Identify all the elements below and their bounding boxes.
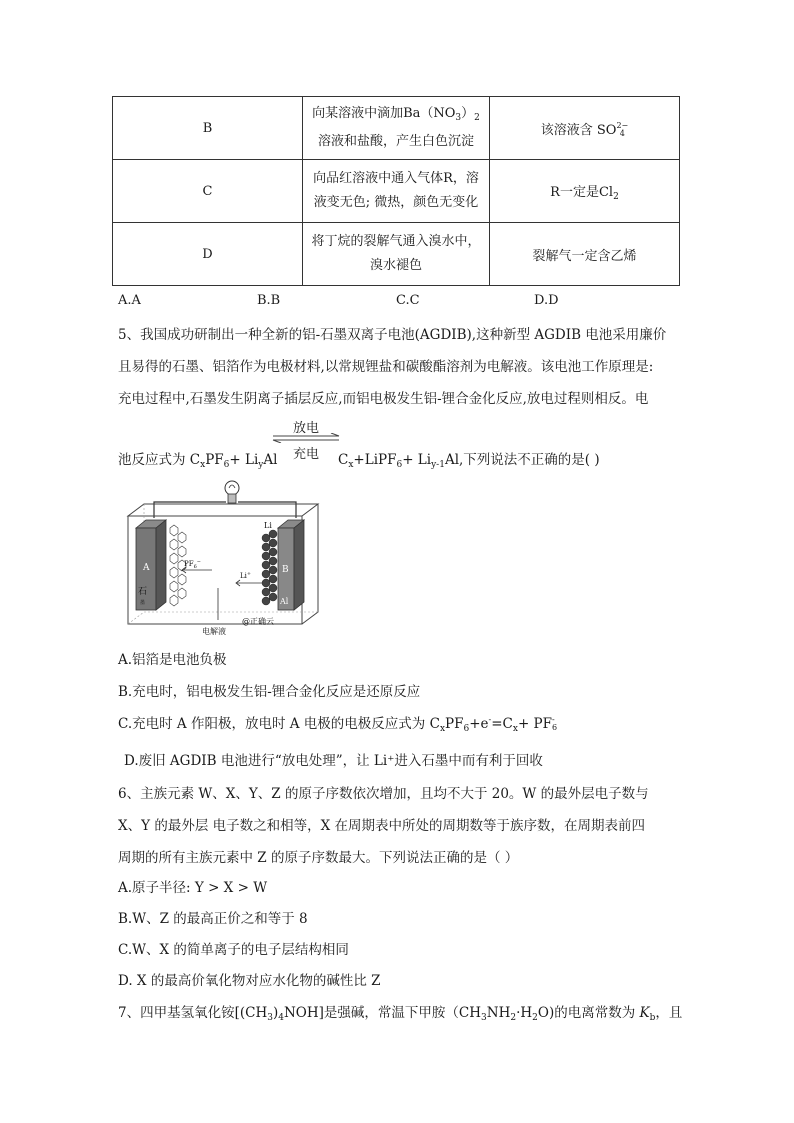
option-cell: C bbox=[113, 160, 303, 223]
conclusion-cell: 该溶液含 SO 2− 4 bbox=[489, 97, 679, 160]
equilibrium-arrow-icon bbox=[271, 433, 341, 443]
table-row bbox=[113, 223, 680, 286]
battery-diagram bbox=[118, 476, 326, 638]
q7-line1: 7、四甲基氢氧化铵$[(CH_3)_4NOH]$是强碱，常温下甲胺$(CH_3NH_2\cdot H_2O)$的电离常数为 $K_b$，且 bbox=[118, 1005, 683, 1023]
reversible-arrow bbox=[271, 417, 341, 461]
arrow-discharge-label: 放电 bbox=[292, 421, 319, 436]
choice-a[interactable]: A.A bbox=[118, 293, 141, 308]
label-li: Li bbox=[264, 521, 272, 530]
options-table bbox=[112, 96, 680, 286]
q6-option-c[interactable]: C.W、X 的简单离子的电子层结构相同 bbox=[118, 942, 349, 958]
q5-option-d[interactable]: D.废旧 AGDIB 电池进行“放电处理”，让 Li⁺进入石墨中而有利于回收 bbox=[124, 753, 543, 769]
q5-option-b[interactable]: B.充电时，铝电极发生铝-锂合金化反应是还原反应 bbox=[118, 684, 421, 700]
watermark: @正确云 bbox=[242, 617, 274, 626]
q6-line3: 周期的所有主族元素中 Z 的原子序数最大。下列说法正确的是（ ） bbox=[118, 850, 519, 866]
q5-option-a[interactable]: A.铝箔是电池负极 bbox=[118, 652, 227, 668]
conclusion-cell: R一定是$Cl_2$ bbox=[489, 160, 679, 223]
q5-option-c[interactable]: C.充电时 A 作阳极，放电时 A 电极的电极反应式为 $C_xPF_6+e^-=C_x+$ PF - 6 bbox=[118, 715, 558, 734]
option-cell: D bbox=[113, 223, 303, 286]
q6-line1: 6、主族元素 W、X、Y、Z 的原子序数依次增加，且均不大于 20。W 的最外层电子数与 bbox=[118, 786, 649, 802]
q5-line2: 且易得的石墨、铝箔作为电极材料,以常规锂盐和碳酸酯溶剂为电解液。该电池工作原理是: bbox=[118, 359, 654, 375]
label-electrolyte: 电解液 bbox=[202, 627, 226, 636]
label-pf6: $PF_6^-$ bbox=[184, 559, 201, 570]
q5-equation-right: $C_x+LiPF_6+ Li_{y-1}Al$,下列说法不正确的是( ) bbox=[338, 452, 600, 470]
q4-choices bbox=[118, 293, 718, 311]
lithium-spheres-icon bbox=[262, 530, 277, 605]
q6-option-b[interactable]: B.W、Z 的最高正价之和等于 8 bbox=[118, 911, 308, 927]
arrow-charge-label: 充电 bbox=[292, 447, 319, 462]
choice-d[interactable]: D.D bbox=[534, 293, 559, 308]
conclusion-cell: 裂解气一定含乙烯 bbox=[489, 223, 679, 286]
bulb-icon bbox=[225, 481, 239, 503]
q5-line1: 5、我国成功研制出一种全新的铝-石墨双离子电池(AGDIB),这种新型 AGDIB 电池采用廉价 bbox=[118, 327, 667, 343]
choice-c[interactable]: C.C bbox=[396, 293, 420, 308]
choice-b[interactable]: B.B bbox=[257, 293, 281, 308]
q6-line2: X、Y 的最外层 电子数之和相等，X 在周期表中所处的周期数等于族序数，在周期表前四 bbox=[118, 818, 646, 834]
operation-cell: 向品红溶液中通入气体R，溶 液变无色; 微热，颜色无变化 bbox=[303, 160, 490, 223]
q5-line3: 充电过程中,石墨发生阴离子插层反应,而铝电极发生铝-锂合金化反应,放电过程则相反。电 bbox=[118, 391, 649, 407]
label-graphite: 石 bbox=[138, 587, 148, 597]
label-b: B bbox=[282, 565, 289, 575]
label-al: Al bbox=[280, 597, 289, 606]
q5-equation-left: 池反应式为 $C_xPF_6+ Li_yAl$ bbox=[118, 452, 278, 470]
label-li-ion: Li+ bbox=[240, 571, 252, 580]
q6-option-d[interactable]: D. X 的最高价氧化物对应水化物的碱性比 Z bbox=[118, 973, 381, 989]
table-row bbox=[113, 160, 680, 223]
option-cell: B bbox=[113, 97, 303, 160]
operation-cell: 向某溶液中滴加$Ba(NO_3)_2$ 溶液和盐酸，产生白色沉淀 bbox=[303, 97, 490, 160]
label-ink: 墨 bbox=[140, 600, 146, 606]
table-row bbox=[113, 97, 680, 160]
operation-cell: 将丁烷的裂解气通入溴水中， 溴水褪色 bbox=[303, 223, 490, 286]
label-a: A bbox=[143, 563, 150, 573]
q6-option-a[interactable]: A.原子半径: Y > X > W bbox=[118, 880, 268, 896]
